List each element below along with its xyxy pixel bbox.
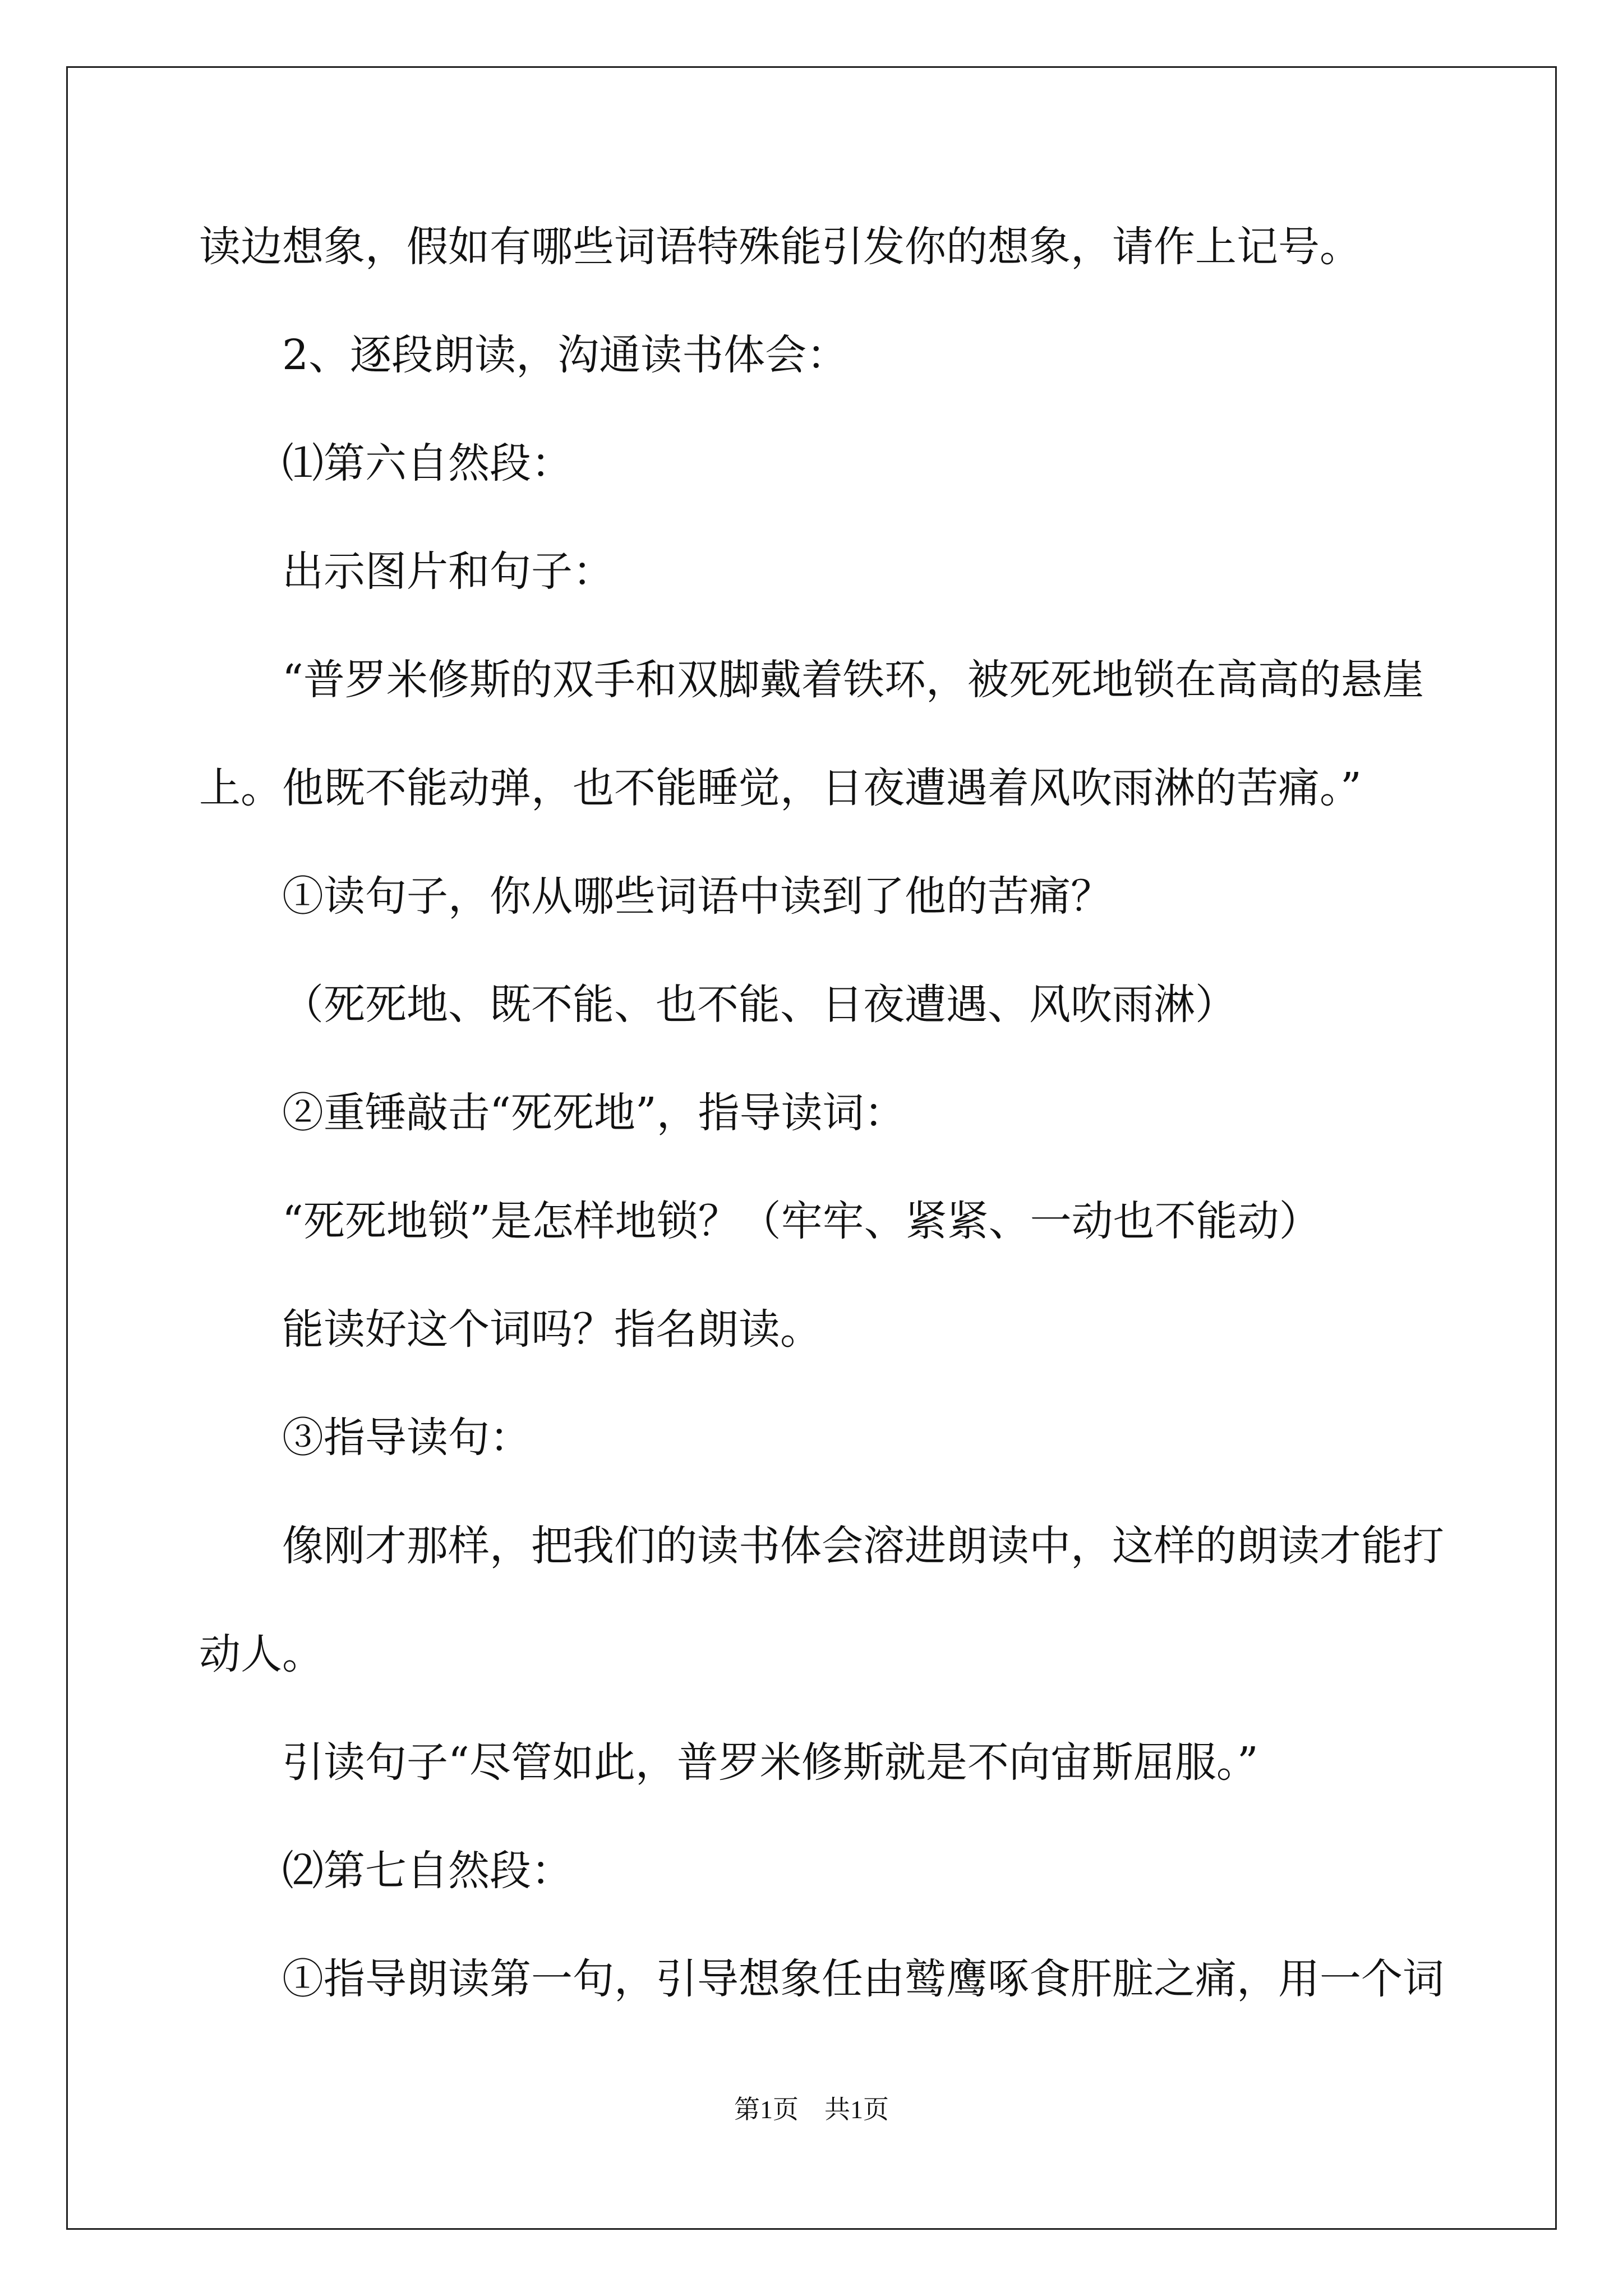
text-line-1: 读边想象，假如有哪些词语特殊能引发你的想象，请作上记号。 — [199, 223, 1361, 271]
text-line-11: 能读好这个词吗？指名朗读。 — [282, 1305, 822, 1354]
text-line-15: 引读句子“尽管如此，普罗米修斯就是不向宙斯屈服。” — [282, 1738, 1258, 1787]
text-line-4: 出示图片和句子： — [282, 547, 614, 596]
page-border — [66, 66, 1557, 2230]
text-line-2: 2、逐段朗读，沟通读书体会： — [282, 331, 849, 379]
text-line-9: ②重锤敲击“死死地”，指导读词： — [282, 1089, 906, 1137]
text-line-8: （死死地、既不能、也不能、日夜遭遇、风吹雨淋） — [282, 981, 1237, 1029]
text-line-3: ⑴第六自然段： — [282, 439, 573, 487]
text-line-14: 动人。 — [199, 1630, 324, 1678]
text-line-13: 像刚才那样，把我们的读书体会溶进朗读中，这样的朗读才能打 — [282, 1522, 1444, 1570]
text-line-17: ①指导朗读第一句，引导想象任由鹫鹰啄食肝脏之痛，用一个词 — [282, 1955, 1444, 2003]
text-line-5: “普罗米修斯的双手和双脚戴着铁环，被死死地锁在高高的悬崖 — [282, 656, 1424, 704]
text-line-12: ③指导读句： — [282, 1414, 531, 1462]
text-line-6: 上。他既不能动弹，也不能睡觉，日夜遭遇着风吹雨淋的苦痛。” — [199, 764, 1362, 812]
text-line-16: ⑵第七自然段： — [282, 1847, 573, 1895]
page-footer: 第1页 共1页 — [734, 2095, 889, 2124]
text-line-10: “死死地锁”是怎样地锁？（牢牢、紧紧、一动也不能动） — [282, 1197, 1321, 1245]
text-line-7: ①读句子，你从哪些词语中读到了他的苦痛？ — [282, 872, 1112, 921]
